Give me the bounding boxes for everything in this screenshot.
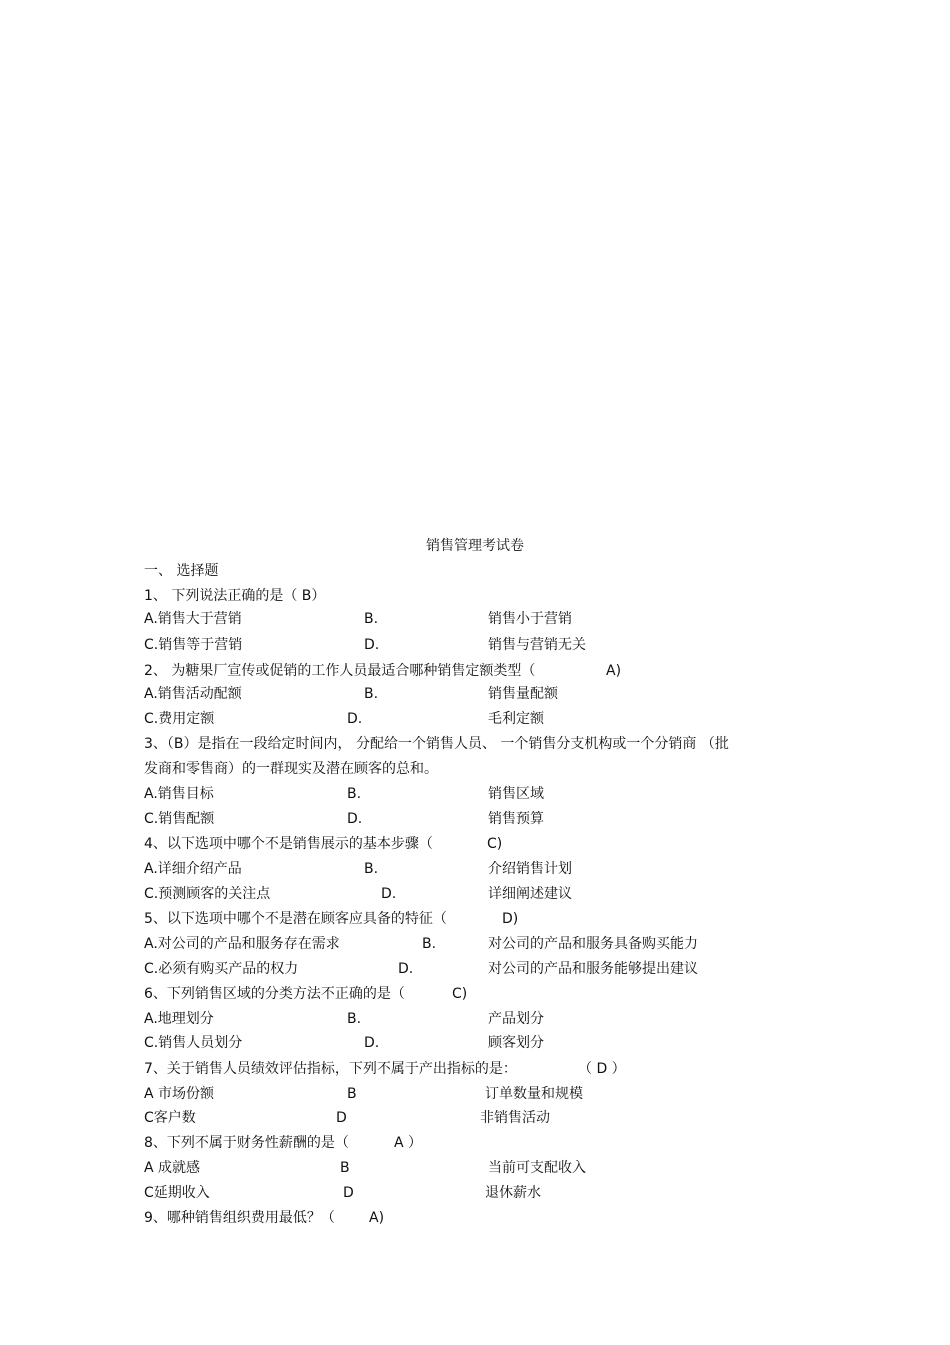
q1-option-b-label: B. — [364, 611, 379, 627]
question-2-stem: 2、 为糖果厂宣传或促销的工作人员最适合哪种销售定额类型（ — [144, 663, 536, 679]
q7-option-c: C客户数 — [144, 1110, 196, 1126]
question-6-answer: C) — [452, 986, 468, 1002]
q3-option-d: 销售预算 — [488, 811, 544, 827]
q6-option-c: C.销售人员划分 — [144, 1035, 243, 1051]
q4-option-b-label: B. — [364, 861, 379, 877]
q7-option-b: 订单数量和规模 — [485, 1086, 583, 1102]
q8-option-a: A 成就感 — [144, 1160, 201, 1176]
q8-option-d: 退休薪水 — [485, 1185, 541, 1201]
q5-option-b-label: B. — [422, 936, 437, 952]
q2-option-c: C.费用定额 — [144, 711, 215, 727]
q4-option-d: 详细阐述建议 — [488, 886, 572, 902]
q7-option-d: 非销售活动 — [480, 1110, 550, 1126]
q5-option-d: 对公司的产品和服务能够提出建议 — [488, 961, 698, 977]
q8-option-b-label: B — [340, 1160, 350, 1176]
q8-option-b: 当前可支配收入 — [488, 1160, 586, 1176]
q6-option-b: 产品划分 — [488, 1011, 544, 1027]
section-heading: 一、 选择题 — [144, 563, 219, 579]
q2-option-d-label: D. — [347, 711, 363, 727]
q8-option-c: C延期收入 — [144, 1185, 210, 1201]
q6-option-b-label: B. — [347, 1011, 362, 1027]
q7-option-b-label: B — [347, 1086, 357, 1102]
question-5-stem: 5、以下选项中哪个不是潜在顾客应具备的特征（ — [144, 911, 447, 927]
question-7-stem: 7、关于销售人员绩效评估指标，下列不属于产出指标的是： — [144, 1061, 517, 1077]
q4-option-b: 介绍销售计划 — [488, 861, 572, 877]
q2-option-a: A.销售活动配额 — [144, 686, 242, 702]
question-7-answer: （ D ） — [578, 1061, 626, 1077]
q1-option-c: C.销售等于营销 — [144, 637, 243, 653]
q3-option-b-label: B. — [347, 786, 362, 802]
q3-option-c: C.销售配额 — [144, 811, 215, 827]
q5-option-d-label: D. — [398, 961, 414, 977]
question-8-answer: A ） — [394, 1135, 423, 1151]
question-5-answer: D) — [502, 911, 519, 927]
q3-option-a: A.销售目标 — [144, 786, 214, 802]
q5-option-b: 对公司的产品和服务具备购买能力 — [488, 936, 698, 952]
q6-option-d-label: D. — [364, 1035, 380, 1051]
q7-option-a: A 市场份额 — [144, 1086, 215, 1102]
q3-option-b: 销售区域 — [488, 786, 544, 802]
q6-option-a: A.地理划分 — [144, 1011, 214, 1027]
q1-option-d: 销售与营销无关 — [488, 637, 586, 653]
question-3-stem-line2: 发商和零售商）的一群现实及潜在顾客的总和。 — [144, 761, 438, 777]
q2-option-d: 毛利定额 — [488, 711, 544, 727]
q3-option-d-label: D. — [347, 811, 363, 827]
q5-option-a: A.对公司的产品和服务存在需求 — [144, 936, 340, 952]
question-4-answer: C) — [487, 836, 503, 852]
q1-option-a: A.销售大于营销 — [144, 611, 242, 627]
question-6-stem: 6、下列销售区域的分类方法不正确的是（ — [144, 986, 405, 1002]
q7-option-d-label: D — [336, 1110, 347, 1126]
question-8-stem: 8、下列不属于财务性薪酬的是（ — [144, 1135, 349, 1151]
q2-option-b-label: B. — [364, 686, 379, 702]
question-1-stem: 1、 下列说法正确的是（ B） — [144, 588, 326, 604]
q1-option-b: 销售小于营销 — [488, 611, 572, 627]
q4-option-d-label: D. — [381, 886, 397, 902]
question-4-stem: 4、以下选项中哪个不是销售展示的基本步骤（ — [144, 836, 433, 852]
q6-option-d: 顾客划分 — [488, 1035, 544, 1051]
question-2-answer: A) — [606, 663, 622, 679]
question-9-stem: 9、哪种销售组织费用最低？（ — [144, 1210, 335, 1226]
question-9-answer: A) — [369, 1210, 385, 1226]
q4-option-c: C.预测顾客的关注点 — [144, 886, 271, 902]
page-title: 销售管理考试卷 — [426, 538, 524, 554]
q1-option-d-label: D. — [364, 637, 380, 653]
q4-option-a: A.详细介绍产品 — [144, 861, 242, 877]
question-3-stem-line1: 3、（B）是指在一段给定时间内， 分配给一个销售人员、 一个销售分支机构或一个分销商 （批 — [144, 736, 729, 752]
q2-option-b: 销售量配额 — [488, 686, 558, 702]
q8-option-d-label: D — [343, 1185, 354, 1201]
q5-option-c: C.必须有购买产品的权力 — [144, 961, 299, 977]
